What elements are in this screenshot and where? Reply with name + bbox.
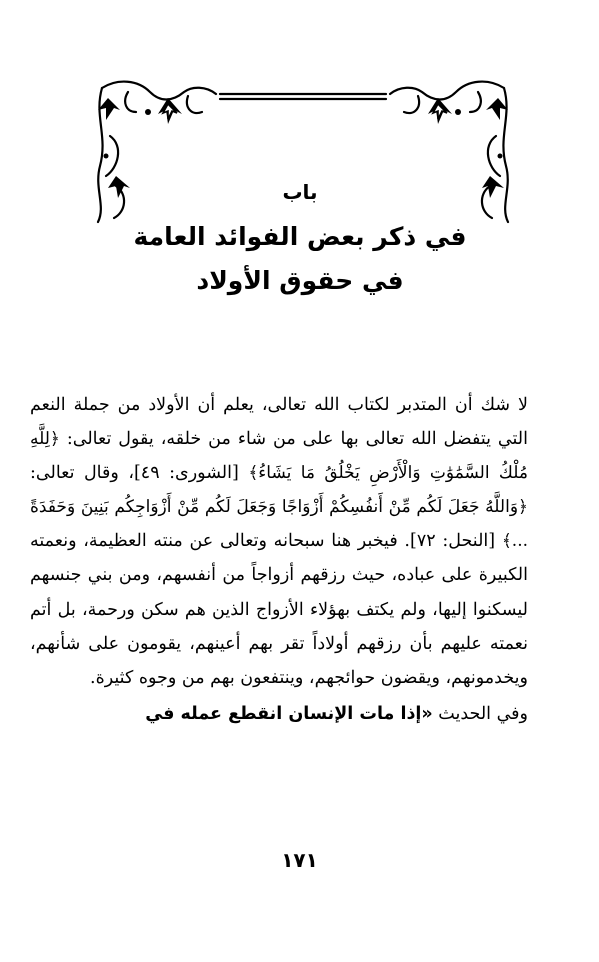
chapter-title-line-1: في ذكر بعض الفوائد العامة [133, 222, 467, 251]
text-intro: لا شك أن المتدبر لكتاب الله تعالى، يعلم أن الأولاد من جملة النعم التي يتفضل الله تعالى بها على من شاء من خلقه، يقول تعالى: [30, 395, 528, 450]
text-hadith-intro: وفي الحديث [432, 703, 528, 724]
page-number: ١٧١ [281, 848, 318, 872]
text-explanation: . فيخبر هنا سبحانه وتعالى عن منته العظيمة، ونعمته الكبيرة على عباده، حيث رزقهم أزواجاً من أنفسهم، ومن بني جنسهم ليسكنوا إليها، ولم يكتف بهؤلاء الأزواج الذين هم سكن ورحمة، بل أتم نعمته عليهم بأن رزقهم أولاداً تقر بهم أعينهم، يقومون على شأنهم، ويخدمونهم، ويقضون حوائجهم، وينتفعون بهم من وجوه كثيرة. [30, 531, 528, 688]
text-connector: ، وقال تعالى: [30, 463, 134, 484]
verse-reference-2: [النحل: ٧٢] [409, 531, 502, 552]
quran-verse-2: ﴿وَاللَّهُ جَعَلَ لَكُم مِّنْ أَنفُسِكُمْ أَزْوَاجًا وَجَعَلَ لَكُم مِّنْ أَزْوَاجِكُم بَنِينَ وَحَفَدَةً ...﴾ [30, 497, 529, 552]
quran-verse-1: ﴿لِلَّهِ مُلْكُ السَّمَٰوَٰتِ وَالْأَرْضِ يَخْلُقُ مَا يَشَاءُ﴾ [30, 429, 528, 484]
paragraph-2 [30, 697, 528, 731]
body-text [30, 388, 528, 731]
chapter-word: باب [282, 180, 318, 204]
hadith-quote: «إذا مات الإنسان انقطع عمله في [145, 703, 433, 724]
paragraph-1 [30, 388, 528, 695]
verse-reference-1: [الشورى: ٤٩] [133, 463, 249, 484]
chapter-title-line-2: في حقوق الأولاد [196, 266, 404, 295]
